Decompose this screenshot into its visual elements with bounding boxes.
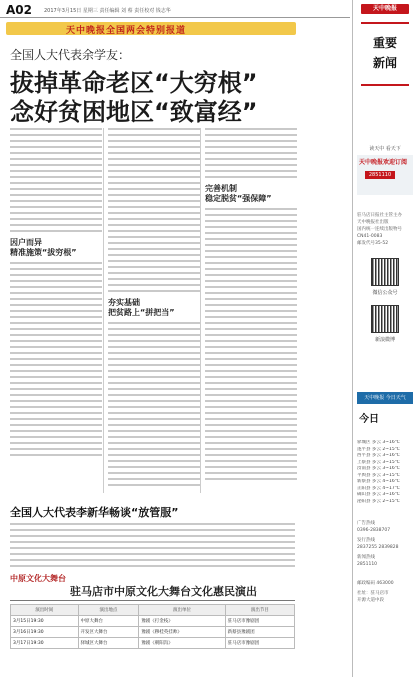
section-banner-text: 天中晚报全国两会特别报道	[66, 26, 187, 36]
table-cell: 驻马店市豫剧团	[225, 616, 294, 627]
wechat-qr-code	[371, 258, 399, 286]
column-divider	[200, 128, 201, 493]
table-cell: 3月16日19:30	[11, 627, 79, 638]
weather-row: 驿城区 多云 3~16℃	[357, 440, 400, 445]
subheading-1: 因户而异 精准施策“拔穷根”	[10, 238, 77, 257]
page-number: A02	[6, 3, 32, 17]
body-text-block	[205, 128, 297, 178]
column-header: 演出节目	[225, 605, 294, 616]
weather-row: 新蔡县 多云 4~16℃	[357, 479, 400, 484]
table-cell: 开发区大舞台	[78, 627, 139, 638]
weather-row: 遂平县 多云 2~15℃	[357, 446, 400, 452]
weather-header: 天中晚报 今日天气	[357, 392, 413, 404]
body-text-block	[205, 208, 297, 480]
index-box-line-1: 重要	[372, 36, 397, 50]
subheading-2: 夯实基础 把贫路上“拼把当”	[108, 298, 175, 317]
column-header: 演出单位	[139, 605, 225, 616]
body-text-block	[10, 262, 102, 456]
table-cell: 3月17日19:30	[11, 638, 79, 649]
masthead-logo: 天中晚报	[361, 4, 409, 14]
body-text-block	[108, 128, 200, 292]
contact-line: 新闻热线	[357, 555, 375, 560]
contact-line: 0396-2838707	[357, 528, 391, 533]
page-header	[0, 0, 350, 18]
table-cell: 新蔡县豫剧团	[225, 627, 294, 638]
weather-today: 今日	[359, 414, 379, 425]
weather-row: 汝南县 多云 3~16℃	[357, 466, 400, 471]
qr-label: 新浪微博	[374, 337, 395, 343]
table-cell: 豫剧《打金枝》	[139, 616, 225, 627]
contact-line: 开源大道中段	[357, 598, 384, 603]
qr-label: 微信公众号	[372, 290, 398, 296]
weather-row: 确山县 多云 3~16℃	[357, 492, 400, 497]
body-text-block	[108, 322, 200, 486]
weibo-qr-code	[371, 305, 399, 333]
weather-row: 平舆县 多云 3~15℃	[357, 472, 400, 478]
table-cell: 豫剧《朝阳沟》	[139, 638, 225, 649]
column-divider	[103, 128, 104, 493]
contact-line: 邮政编码 463000	[357, 581, 394, 586]
publisher-info-line: CN41-0083	[357, 234, 383, 239]
table-cell: 驿城区大舞台	[78, 638, 139, 649]
article-headline-line-2: 念好贫困地区“致富经”	[10, 98, 258, 126]
article-headline-line-1: 拔掉革命老区“大穷根”	[10, 69, 258, 97]
subscription-promo	[357, 155, 413, 195]
table-cell: 中原大舞台	[78, 616, 139, 627]
contact-line: 社址：驻马店市	[357, 591, 389, 596]
subheading-3: 完善机制 稳定脱贫“强保障”	[205, 184, 272, 203]
index-box-line-2: 新闻	[372, 56, 397, 70]
table-cell: 驻马店市豫剧团	[225, 638, 294, 649]
stage-logo: 中原文化大舞台	[10, 574, 66, 583]
column-header: 演出地点	[78, 605, 139, 616]
section-banner	[6, 22, 296, 35]
right-sidebar	[352, 0, 415, 677]
performance-schedule-table	[10, 604, 295, 649]
contact-line: 2851110	[357, 562, 378, 567]
article-column-2	[108, 128, 200, 490]
table-header-row	[11, 605, 295, 616]
publisher-info-line: 国内统一连续出版物号	[357, 227, 402, 232]
performance-banner-title: 驻马店市中原文化大舞台文化惠民演出	[70, 585, 257, 598]
contact-line: 广告热线	[357, 521, 375, 526]
contact-line: 发行热线	[357, 538, 375, 543]
divider	[10, 600, 295, 601]
promo-title: 天中晚报欢迎订阅	[359, 159, 408, 166]
promo-phone: 2851110	[365, 171, 395, 179]
contact-line: 2837255 2839828	[357, 545, 399, 550]
index-box	[361, 22, 409, 86]
article-column-1	[10, 128, 102, 460]
weather-row: 上蔡县 多云 3~15℃	[357, 459, 400, 465]
weather-row: 西平县 多云 3~16℃	[357, 453, 400, 458]
publisher-info-line: 天中晚报社出版	[357, 220, 389, 225]
table-row	[11, 638, 295, 649]
body-text-block	[10, 128, 102, 232]
slogan: 读天中 看天下	[369, 146, 401, 152]
table-cell: 豫剧《穆桂英挂帅》	[139, 627, 225, 638]
publisher-info-line: 驻马店日报社主管主办	[357, 213, 402, 218]
weather-row: 正阳县 多云 4~17℃	[357, 485, 400, 491]
dateline: 2017年3月15日 星期三 责任编辑 刘 蔡 责任校对 钱志华	[44, 8, 171, 14]
table-row	[11, 616, 295, 627]
table-cell: 3月15日19:30	[11, 616, 79, 627]
article-2-body	[10, 523, 295, 571]
column-header: 演出时间	[11, 605, 79, 616]
weather-row: 泌阳县 多云 2~15℃	[357, 498, 400, 504]
article-kicker: 全国人大代表余学友：	[10, 48, 131, 62]
weather-list	[357, 440, 413, 505]
publisher-info-line: 邮发代号35-52	[357, 241, 389, 246]
article-column-3	[205, 128, 297, 484]
article-2-headline: 全国人大代表李新华畅谈“放管服”	[10, 506, 179, 519]
table-row	[11, 627, 295, 638]
